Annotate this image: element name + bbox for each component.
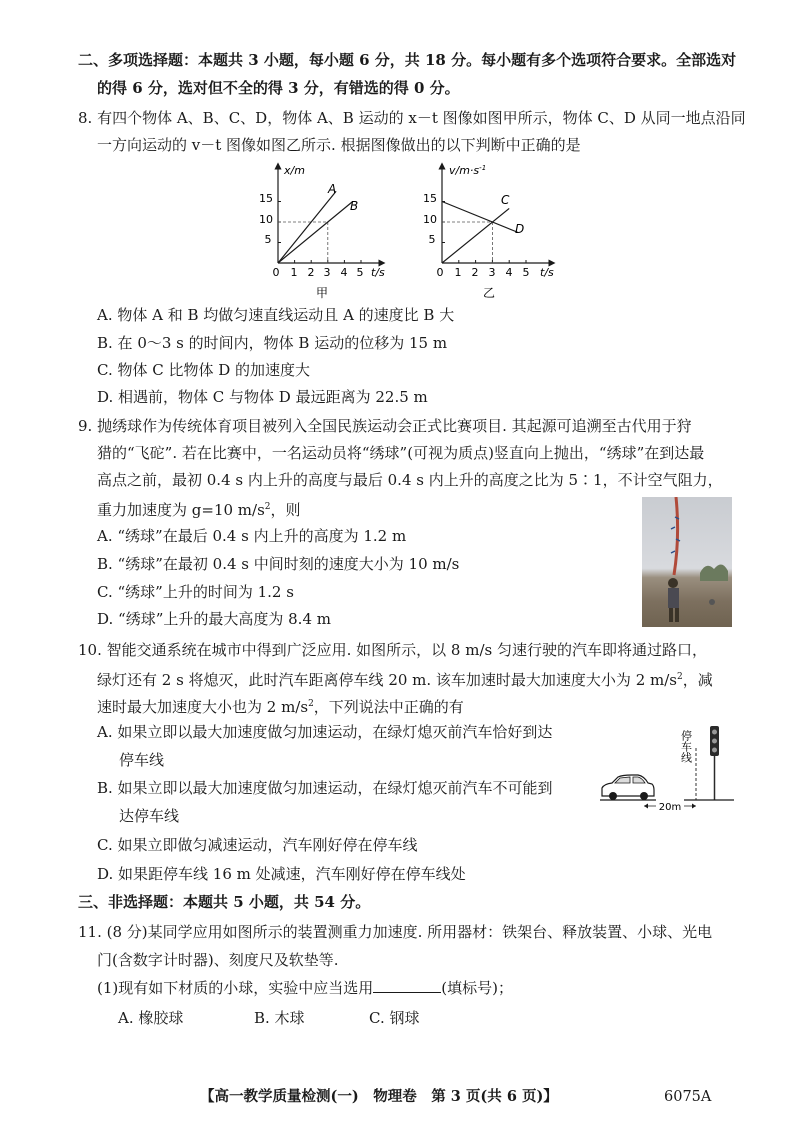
q8-stem-line1: 8. 有四个物体 A、B、C、D，物体 A、B 运动的 x－t 图像如图甲所示，物体 C、D 从同一地点沿同: [78, 109, 746, 127]
q10-option-b-line1: B. 如果立即以最大加速度做匀加速运动，在绿灯熄灭前汽车不可能到: [97, 779, 553, 797]
traffic-figure: [598, 718, 738, 818]
q11-stem-line2: 门(含数字计时器)、刻度尺及软垫等.: [97, 951, 339, 969]
q9-option-a: A. “绣球”在最后 0.4 s 内上升的高度为 1.2 m: [97, 527, 407, 545]
q9-stem-line4: 重力加速度为 g=10 $m/s^2$，则: [97, 501, 301, 519]
q9-stem-line2: 猎的“飞砣”. 若在比赛中，一名运动员将“绣球”(可视为质点)竖直向上抛出，“绣球”在到达最: [97, 444, 705, 462]
q11-part1: (1)现有如下材质的小球，实验中应当选用 (填标号)；: [97, 979, 513, 997]
chart-caption: 乙: [482, 286, 496, 300]
x-axis-label: t/s: [540, 266, 554, 279]
series-label-c: C: [501, 193, 510, 207]
answer-blank[interactable]: [373, 978, 441, 993]
x-tick-label: 3: [488, 266, 496, 279]
distance-label: 20m: [658, 802, 682, 813]
x-tick-label: 4: [340, 266, 348, 279]
series-label-d: D: [515, 222, 525, 236]
q9-option-d: D. “绣球”上升的最大高度为 8.4 m: [97, 610, 331, 628]
y-tick-label: 5: [264, 233, 272, 246]
series-label-a: A: [328, 182, 337, 196]
q8-option-a: A. 物体 A 和 B 均做匀速直线运动且 A 的速度比 B 大: [97, 306, 455, 324]
x-tick-label: 1: [454, 266, 462, 279]
q10-stem-line2: 绿灯还有 2 s 将熄灭，此时汽车距离停车线 20 m. 该车加速时最大加速度大小为 2 $m/s^2$，减: [97, 671, 713, 689]
q11-option-a: A. 橡胶球: [118, 1009, 184, 1027]
q9-stem-line3: 高点之前，最初 0.4 s 内上升的高度与最后 0.4 s 内上升的高度之比为 5∶1，不计空气阻力，: [97, 471, 723, 489]
x-tick-label: 2: [307, 266, 315, 279]
q10-option-c: C. 如果立即做匀减速运动，汽车刚好停在停车线: [97, 836, 418, 854]
y-axis-label: x/m: [284, 164, 305, 177]
y-axis-label: $v/m\cdot s^{-1}$: [449, 164, 487, 177]
q10-option-d: D. 如果距停车线 16 m 处减速，汽车刚好停在停车线处: [97, 865, 466, 883]
q8-option-c: C. 物体 C 比物体 D 的加速度大: [97, 361, 311, 379]
section-2-heading-line1: 二、多项选择题：本题共 3 小题，每小题 6 分，共 18 分。每小题有多个选项符合要求。全部选对: [78, 51, 737, 69]
stop-line-label: 停车线: [679, 730, 693, 763]
x-tick-label: 2: [471, 266, 479, 279]
x-tick-label: 5: [522, 266, 530, 279]
athlete-throwing-illustration: [642, 497, 732, 627]
section-2-heading-line2: 的得 6 分，选对但不全的得 3 分，有错选的得 0 分。: [97, 79, 460, 97]
series-line-c: [442, 208, 509, 263]
chart-jia: [256, 160, 396, 300]
q11-option-c: C. 钢球: [369, 1009, 420, 1027]
athlete-photo: [642, 497, 732, 627]
series-line-a: [278, 191, 336, 263]
chart-caption: 甲: [315, 286, 329, 300]
x-tick-label: 3: [323, 266, 331, 279]
x-tick-label: 0: [436, 266, 444, 279]
q11-stem-line1: 11. (8 分)某同学应用如图所示的装置测重力加速度. 所用器材：铁架台、释放装置、小球、光电: [78, 923, 713, 941]
q10-option-a-line1: A. 如果立即以最大加速度做匀加速运动，在绿灯熄灭前汽车恰好到达: [97, 723, 553, 741]
q8-option-b: B. 在 0～3 s 的时间内，物体 B 运动的位移为 15 m: [97, 334, 448, 352]
q8-option-d: D. 相遇前，物体 C 与物体 D 最远距离为 22.5 m: [97, 388, 428, 406]
series-line-b: [278, 202, 353, 264]
q11-option-b: B. 木球: [254, 1009, 305, 1027]
chart-yi: [418, 160, 568, 300]
q9-option-c: C. “绣球”上升的时间为 1.2 s: [97, 583, 294, 601]
section-3-heading: 三、非选择题：本题共 5 小题，共 54 分。: [78, 893, 371, 911]
page-footer: 【高一教学质量检测(一) 物理卷 第 3 页(共 6 页)】: [200, 1088, 558, 1105]
series-label-b: B: [350, 199, 359, 213]
y-tick-label: 10: [423, 213, 437, 226]
q8-stem-line2: 一方向运动的 v－t 图像如图乙所示. 根据图像做出的以下判断中正确的是: [97, 136, 581, 154]
x-axis-label: t/s: [371, 266, 385, 279]
q10-option-b-line2: 达停车线: [119, 807, 180, 825]
q9-option-b: B. “绣球”在最初 0.4 s 中间时刻的速度大小为 10 m/s: [97, 555, 460, 573]
x-tick-label: 1: [290, 266, 298, 279]
x-tick-label: 4: [505, 266, 513, 279]
y-tick-label: 15: [259, 192, 273, 205]
q10-stem-line3: 速时最大加速度大小也为 2 $m/s^2$，下列说法中正确的有: [97, 698, 464, 716]
q10-stem-line1: 10. 智能交通系统在城市中得到广泛应用. 如图所示，以 8 m/s 匀速行驶的汽车即将通过路口，: [78, 641, 707, 659]
car-icon: [602, 775, 654, 800]
paper-code: 6075A: [664, 1089, 712, 1105]
q10-option-a-line2: 停车线: [119, 751, 165, 769]
q9-stem-line1: 9. 抛绣球作为传统体育项目被列入全国民族运动会正式比赛项目. 其起源可追溯至古代用于狩: [78, 417, 692, 435]
y-tick-label: 15: [423, 192, 437, 205]
x-tick-label: 0: [272, 266, 280, 279]
y-tick-label: 10: [259, 213, 273, 226]
y-tick-label: 5: [428, 233, 436, 246]
x-tick-label: 5: [356, 266, 364, 279]
